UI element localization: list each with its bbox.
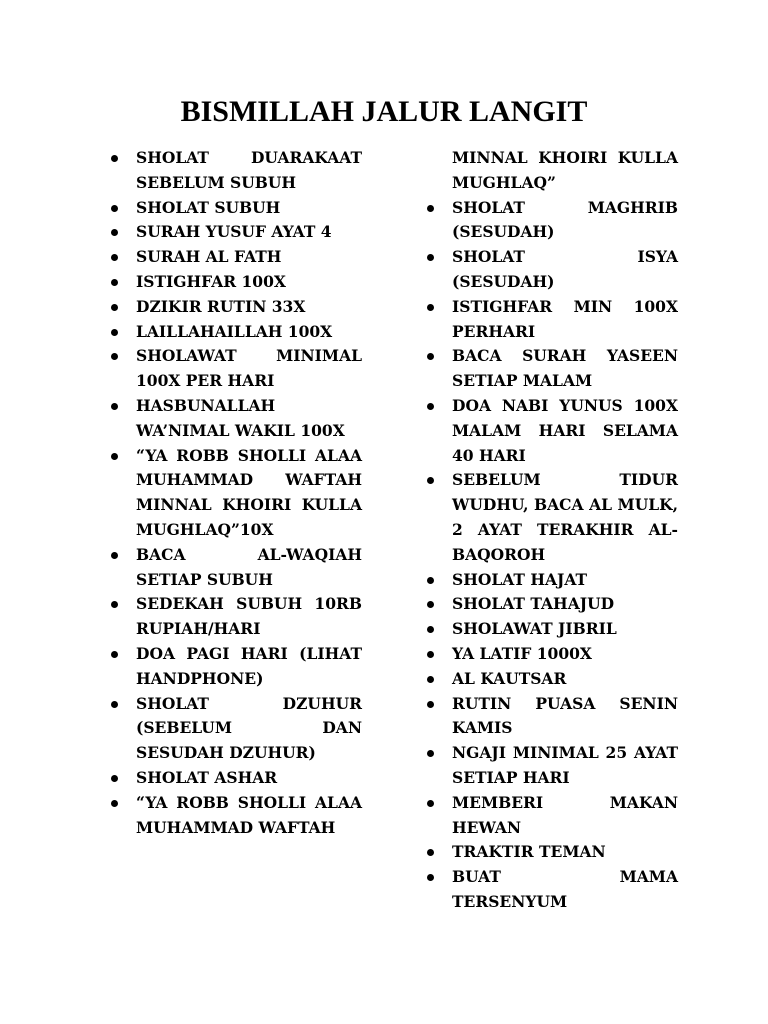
bullet-icon <box>427 344 435 369</box>
bullet-icon <box>427 791 435 816</box>
list-item-text: RUTIN PUASA SENIN KAMIS <box>452 693 678 738</box>
right-column-list <box>424 146 678 915</box>
list-item <box>424 344 678 394</box>
bullet-icon <box>427 592 435 617</box>
list-item-text: SHOLAWAT JIBRIL <box>452 619 617 639</box>
bullet-icon <box>111 692 119 717</box>
list-item <box>108 196 362 221</box>
bullet-icon <box>111 791 119 816</box>
list-item <box>108 642 362 692</box>
list-item <box>424 196 678 246</box>
bullet-icon <box>427 468 435 493</box>
bullet-icon <box>111 592 119 617</box>
bullet-icon <box>427 865 435 890</box>
list-item <box>108 245 362 270</box>
list-item-text: DOA NABI YUNUS 100X MALAM HARI SELAMA 40 HARI <box>452 395 678 465</box>
bullet-icon <box>427 692 435 717</box>
bullet-icon <box>111 444 119 469</box>
list-item-text: ISTIGHFAR 100X <box>136 271 286 291</box>
bullet-icon <box>427 667 435 692</box>
list-item-text: SHOLAWAT MINIMAL 100X PER HARI <box>136 346 362 391</box>
list-item <box>424 840 678 865</box>
page-title: BISMILLAH JALUR LANGIT <box>180 95 588 128</box>
list-item <box>108 394 362 444</box>
bullet-icon <box>111 642 119 667</box>
bullet-icon <box>111 766 119 791</box>
bullet-icon <box>111 394 119 419</box>
list-item <box>108 444 362 543</box>
list-item <box>424 568 678 593</box>
list-item-text: NGAJI MINIMAL 25 AYAT SETIAP HARI <box>452 743 678 787</box>
list-item-text: HASBUNALLAH WA’NIMAL WAKIL 100X <box>136 395 345 440</box>
list-item <box>424 642 678 667</box>
list-item <box>424 741 678 791</box>
list-item-text: LAILLAHAILLAH 100X <box>136 321 333 341</box>
list-item <box>424 245 678 295</box>
list-item-text: SHOLAT SUBUH <box>136 197 281 217</box>
bullet-icon <box>427 840 435 865</box>
list-item-text: SHOLAT ASHAR <box>136 767 278 787</box>
list-item <box>424 295 678 345</box>
list-item-text: SEBELUM TIDUR WUDHU, BACA AL MULK, 2 AYAT TERAKHIR AL-BAQOROH <box>452 470 678 564</box>
list-item-text: BUAT MAMA TERSENYUM <box>452 867 678 911</box>
left-column-list <box>108 146 362 840</box>
list-item <box>424 865 678 915</box>
bullet-icon <box>427 642 435 667</box>
list-item <box>108 592 362 642</box>
list-item <box>108 146 362 196</box>
list-item <box>424 692 678 742</box>
list-item-text: BACA AL-WAQIAH SETIAP SUBUH <box>136 544 362 589</box>
list-item-text: TRAKTIR TEMAN <box>452 842 606 862</box>
list-item <box>424 394 678 468</box>
list-item-text: DZIKIR RUTIN 33X <box>136 296 306 316</box>
bullet-icon <box>427 394 435 419</box>
list-item-text: YA LATIF 1000X <box>452 643 592 663</box>
bullet-icon <box>111 220 119 245</box>
list-item-text: SURAH YUSUF AYAT 4 <box>136 222 332 242</box>
list-item-text: BACA SURAH YASEEN SETIAP MALAM <box>452 346 678 391</box>
list-item <box>108 791 362 841</box>
list-item <box>108 543 362 593</box>
list-item-text: SEDEKAH SUBUH 10RB RUPIAH/HARI <box>136 594 362 639</box>
bullet-icon <box>111 245 119 270</box>
list-item-text: “YA ROBB SHOLLI ALAA MUHAMMAD WAFTAH <box>136 792 362 837</box>
bullet-icon <box>111 196 119 221</box>
list-item <box>424 667 678 692</box>
bullet-icon <box>427 245 435 270</box>
list-item <box>424 617 678 642</box>
bullet-icon <box>111 295 119 320</box>
bullet-icon <box>111 320 119 345</box>
list-item-text: SHOLAT MAGHRIB (SESUDAH) <box>452 197 678 242</box>
list-item-text: AL KAUTSAR <box>452 668 567 688</box>
bullet-icon <box>427 196 435 221</box>
list-item-text: SHOLAT HAJAT <box>452 569 588 589</box>
list-item <box>424 592 678 617</box>
list-item-text: ISTIGHFAR MIN 100X PERHARI <box>452 296 678 341</box>
list-item <box>108 766 362 791</box>
bullet-icon <box>427 568 435 593</box>
list-item-text: “YA ROBB SHOLLI ALAA MUHAMMAD WAFTAH MINNAL KHOIRI KULLA MUGHLAQ”10X <box>136 445 362 539</box>
list-item <box>108 270 362 295</box>
list-item-text: MEMBERI MAKAN HEWAN <box>452 792 678 837</box>
list-item <box>108 344 362 394</box>
bullet-icon <box>111 270 119 295</box>
bullet-icon <box>427 295 435 320</box>
list-item <box>424 468 678 567</box>
list-item-text: SURAH AL FATH <box>136 247 282 267</box>
list-item <box>108 295 362 320</box>
list-item-text: SHOLAT ISYA (SESUDAH) <box>452 247 678 291</box>
bullet-icon <box>111 146 119 171</box>
list-item <box>108 320 362 345</box>
bullet-icon <box>427 741 435 766</box>
list-item <box>108 220 362 245</box>
bullet-icon <box>427 617 435 642</box>
list-item-text: DOA PAGI HARI (LIHAT HANDPHONE) <box>136 643 362 688</box>
bullet-icon <box>111 543 119 568</box>
bullet-icon <box>111 344 119 369</box>
list-item-text: SHOLAT TAHAJUD <box>452 594 615 614</box>
list-item-text: SHOLAT DZUHUR (SEBELUM DAN SESUDAH DZUHUR) <box>136 693 362 763</box>
list-item-text: SHOLAT DUARAKAAT SEBELUM SUBUH <box>136 148 362 192</box>
list-item <box>424 791 678 841</box>
list-item-continuation: MINNAL KHOIRI KULLA MUGHLAQ” <box>452 148 678 192</box>
list-item <box>108 692 362 766</box>
